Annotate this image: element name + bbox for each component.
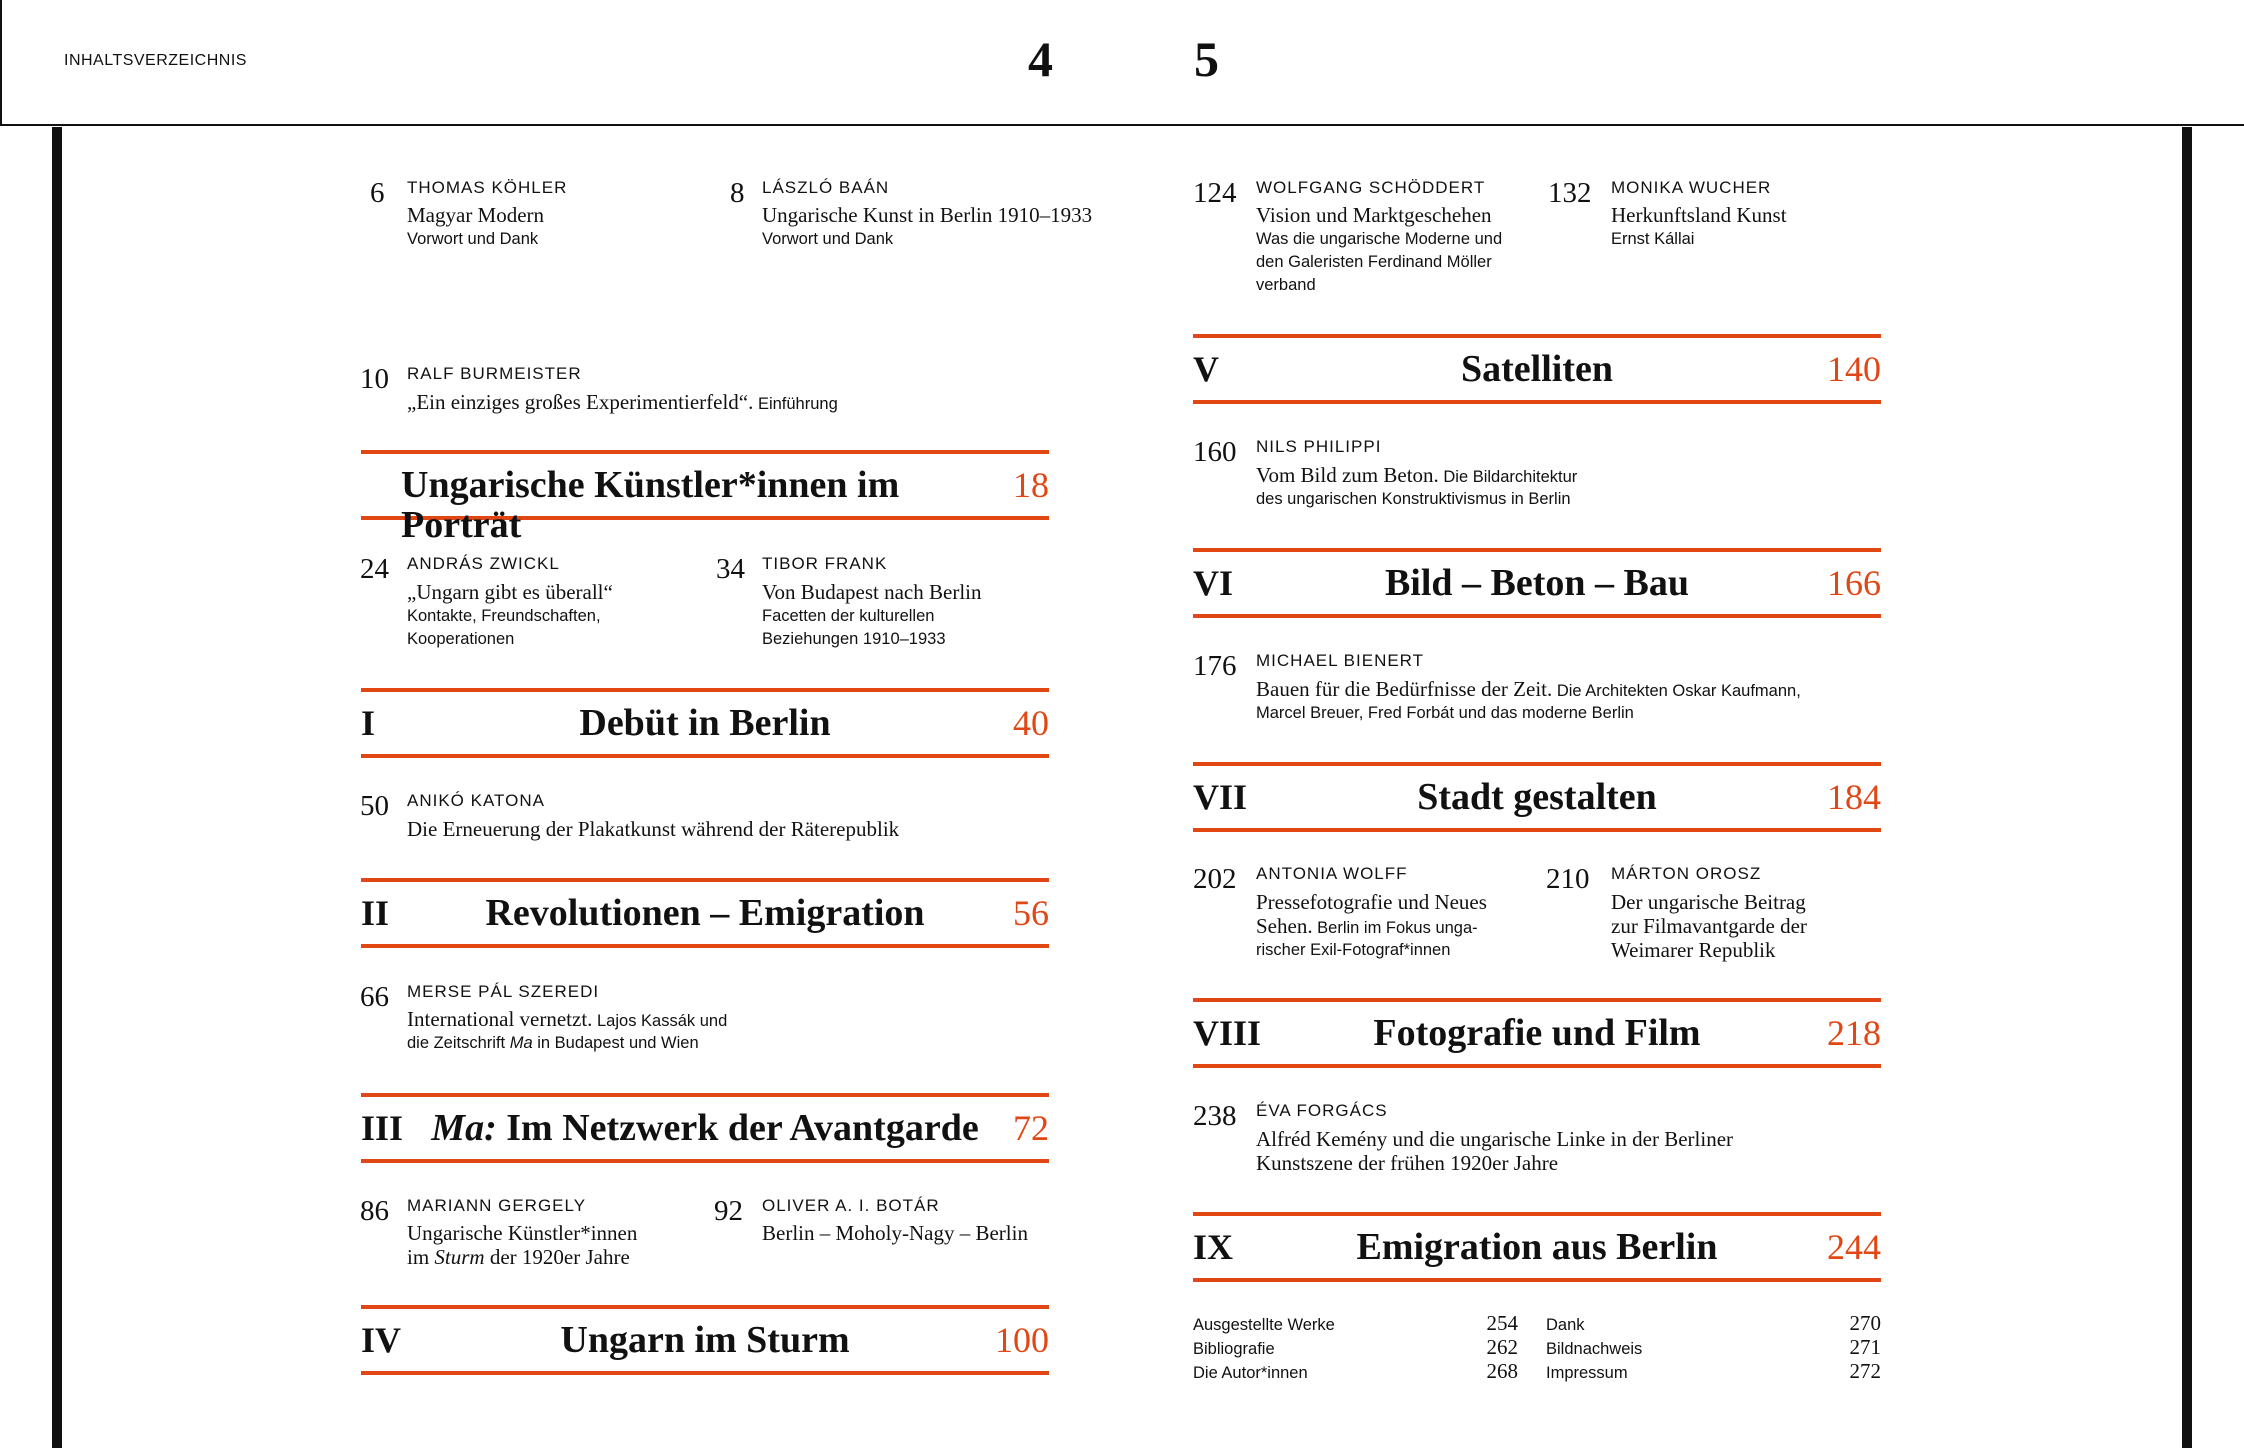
chapter-7[interactable] (1193, 762, 1881, 832)
entry-title: Alfréd Kemény und die ungarische Linke in der Berliner (1256, 1127, 1734, 1151)
entry-author: RALF BURMEISTER (407, 364, 582, 383)
entry-author: THOMAS KÖHLER (407, 178, 568, 197)
entry-author: MONIKA WUCHER (1611, 178, 1772, 197)
entry-title: Herkunftsland Kunst (1611, 203, 1787, 227)
chapter-4[interactable] (361, 1305, 1049, 1375)
chapter-5[interactable] (1193, 334, 1881, 404)
chapter-title: Ungarische Künstler*innen im Porträt (401, 464, 900, 546)
entry-title: Bauen für die Bedürfnisse der Zeit. Die Architekten Oskar Kaufmann, (1256, 677, 1801, 701)
entry-page-number: 8 (730, 177, 745, 209)
entry-description: verband (1256, 276, 1316, 294)
backmatter-page: 268 (1486, 1359, 1518, 1383)
entry-page-number: 86 (360, 1195, 389, 1227)
backmatter-label: Dank (1546, 1316, 1585, 1334)
chapter-page-number: 140 (1827, 349, 1881, 389)
chapter-page-number: 72 (1013, 1108, 1049, 1148)
backmatter-label: Bibliografie (1193, 1340, 1275, 1358)
entry-author: LÁSZLÓ BAÁN (762, 178, 890, 197)
backmatter-page: 254 (1486, 1311, 1518, 1335)
backmatter-page: 272 (1849, 1359, 1881, 1383)
backmatter-label: Die Autor*innen (1193, 1364, 1308, 1382)
chapter-roman: II (361, 893, 390, 933)
backmatter-page: 271 (1849, 1335, 1881, 1359)
page-header (0, 0, 2244, 126)
chapter-roman: VIII (1193, 1013, 1262, 1053)
chapter-title: Stadt gestalten (1417, 776, 1657, 818)
backmatter-label: Bildnachweis (1546, 1340, 1643, 1358)
entry-page-number: 92 (714, 1195, 743, 1227)
entry-page-number: 66 (360, 981, 389, 1013)
entry-title: Vom Bild zum Beton. Die Bildarchitektur (1256, 463, 1578, 487)
chapter-page-number: 166 (1827, 563, 1881, 603)
entry-description: Kooperationen (407, 630, 515, 648)
chapter-roman: IX (1193, 1227, 1234, 1267)
chapter-page-number: 218 (1827, 1013, 1881, 1053)
entry-page-number: 34 (716, 553, 745, 585)
entry-author: MICHAEL BIENERT (1256, 651, 1425, 670)
chapter-title: Ungarn im Sturm (560, 1319, 850, 1361)
entry-page-number: 176 (1193, 650, 1237, 682)
chapter-roman: VI (1193, 563, 1234, 603)
chapter-9[interactable] (1193, 1212, 1881, 1282)
entry-author: TIBOR FRANK (762, 554, 888, 573)
chapter-3[interactable] (361, 1093, 1049, 1163)
chapter-page-number: 244 (1827, 1227, 1881, 1267)
chapter-roman: I (361, 703, 376, 743)
chapter-page-number: 18 (1013, 465, 1049, 505)
entry-description: Was die ungarische Moderne und (1256, 230, 1503, 248)
entry-description: Vorwort und Dank (762, 230, 894, 248)
entry-page-number: 6 (370, 177, 385, 209)
chapter-roman: III (361, 1108, 404, 1148)
entry-page-number: 10 (360, 363, 389, 395)
chapter-roman: IV (361, 1320, 402, 1360)
entry-title-line-2: zur Filmavantgarde der (1611, 914, 1807, 938)
entry-author: ANIKÓ KATONA (407, 791, 545, 810)
chapter-page-number: 40 (1013, 703, 1049, 743)
entry-description: des ungarischen Konstruktivismus in Berlin (1256, 490, 1571, 508)
entry-author: ANTONIA WOLFF (1256, 864, 1408, 883)
entry-page-number: 50 (360, 790, 389, 822)
entry-title: „Ungarn gibt es überall“ (407, 580, 613, 604)
entry-page-number: 24 (360, 553, 389, 585)
entry-description: rischer Exil-Fotograf*innen (1256, 941, 1451, 959)
chapter-page-number: 56 (1013, 893, 1049, 933)
entry-description: Kontakte, Freundschaften, (407, 607, 601, 625)
backmatter-page: 262 (1486, 1335, 1518, 1359)
entry-author: ANDRÁS ZWICKL (407, 554, 560, 573)
page-number-right: 5 (1194, 31, 1219, 87)
chapter-page-number: 100 (995, 1320, 1049, 1360)
right-edge-bar (2182, 127, 2192, 1448)
entry-page-number: 124 (1193, 177, 1237, 209)
entry-author: MERSE PÁL SZEREDI (407, 982, 600, 1001)
page-number-left: 4 (1028, 31, 1053, 87)
entry-title: Magyar Modern (407, 203, 545, 227)
chapter-title: Revolutionen – Emigration (485, 892, 925, 934)
entry-description: die Zeitschrift Ma in Budapest und Wien (407, 1034, 699, 1052)
chapter-2[interactable] (361, 878, 1049, 948)
entry-title: Von Budapest nach Berlin (762, 580, 982, 604)
entry-page-number: 210 (1546, 863, 1590, 895)
chapter-portrait[interactable] (361, 450, 1049, 546)
entry-title: International vernetzt. Lajos Kassák und (407, 1007, 728, 1031)
entry-title: „Ein einziges großes Experimentierfeld“. Einführung (407, 390, 838, 414)
entry-title: Pressefotografie und Neues (1256, 890, 1487, 914)
entry-title: Ungarische Kunst in Berlin 1910–1933 (762, 203, 1093, 227)
chapter-roman: V (1193, 349, 1219, 389)
entry-page-number: 160 (1193, 436, 1237, 468)
entry-title-line-2: Sehen. Berlin im Fokus unga- (1256, 914, 1478, 938)
entry-title: Ungarische Künstler*innen (407, 1221, 638, 1245)
entry-description: Beziehungen 1910–1933 (762, 630, 946, 648)
entry-title: Die Erneuerung der Plakatkunst während der Räterepublik (407, 817, 900, 841)
chapter-page-number: 184 (1827, 777, 1881, 817)
chapter-title: Bild – Beton – Bau (1384, 562, 1690, 604)
entry-author: MÁRTON OROSZ (1611, 864, 1762, 883)
entry-title: Berlin – Moholy-Nagy – Berlin (762, 1221, 1028, 1245)
entry-page-number: 132 (1548, 177, 1592, 209)
entry-title-line-2: Kunstszene der frühen 1920er Jahre (1256, 1151, 1559, 1175)
backmatter-page: 270 (1849, 1311, 1881, 1335)
left-edge-bar (52, 127, 62, 1448)
entry-description: Facetten der kulturellen (762, 607, 935, 625)
entry-author: ÉVA FORGÁCS (1256, 1101, 1388, 1120)
section-label: INHALTSVERZEICHNIS (64, 52, 247, 69)
chapter-roman: VII (1193, 777, 1248, 817)
entry-author: NILS PHILIPPI (1256, 437, 1382, 456)
chapter-1[interactable] (361, 688, 1049, 758)
entry-page-number: 238 (1193, 1100, 1237, 1132)
chapter-title: Satelliten (1461, 348, 1613, 390)
entry-description: Ernst Kállai (1611, 230, 1695, 248)
entry-author: MARIANN GERGELY (407, 1196, 587, 1215)
chapter-title: Fotografie und Film (1373, 1012, 1701, 1054)
backmatter-label: Ausgestellte Werke (1193, 1316, 1335, 1334)
chapter-title: Debüt in Berlin (579, 702, 831, 744)
chapter-6[interactable] (1193, 548, 1881, 618)
entry-title-line-2: im Sturm der 1920er Jahre (407, 1245, 630, 1269)
entry-title-line-3: Weimarer Republik (1611, 938, 1776, 962)
entry-author: WOLFGANG SCHÖDDERT (1256, 178, 1486, 197)
entry-title: Vision und Marktgeschehen (1256, 203, 1492, 227)
entry-description: den Galeristen Ferdinand Möller (1256, 253, 1492, 271)
entry-title: Der ungarische Beitrag (1611, 890, 1806, 914)
entry-description: Vorwort und Dank (407, 230, 539, 248)
chapter-8[interactable] (1193, 998, 1881, 1068)
chapter-title: Ma: Im Netzwerk der Avantgarde (431, 1107, 979, 1149)
backmatter-label: Impressum (1546, 1364, 1628, 1382)
entry-author: OLIVER A. I. BOTÁR (762, 1196, 940, 1215)
chapter-title: Emigration aus Berlin (1356, 1226, 1718, 1268)
entry-page-number: 202 (1193, 863, 1237, 895)
entry-description: Marcel Breuer, Fred Forbát und das moderne Berlin (1256, 704, 1634, 722)
